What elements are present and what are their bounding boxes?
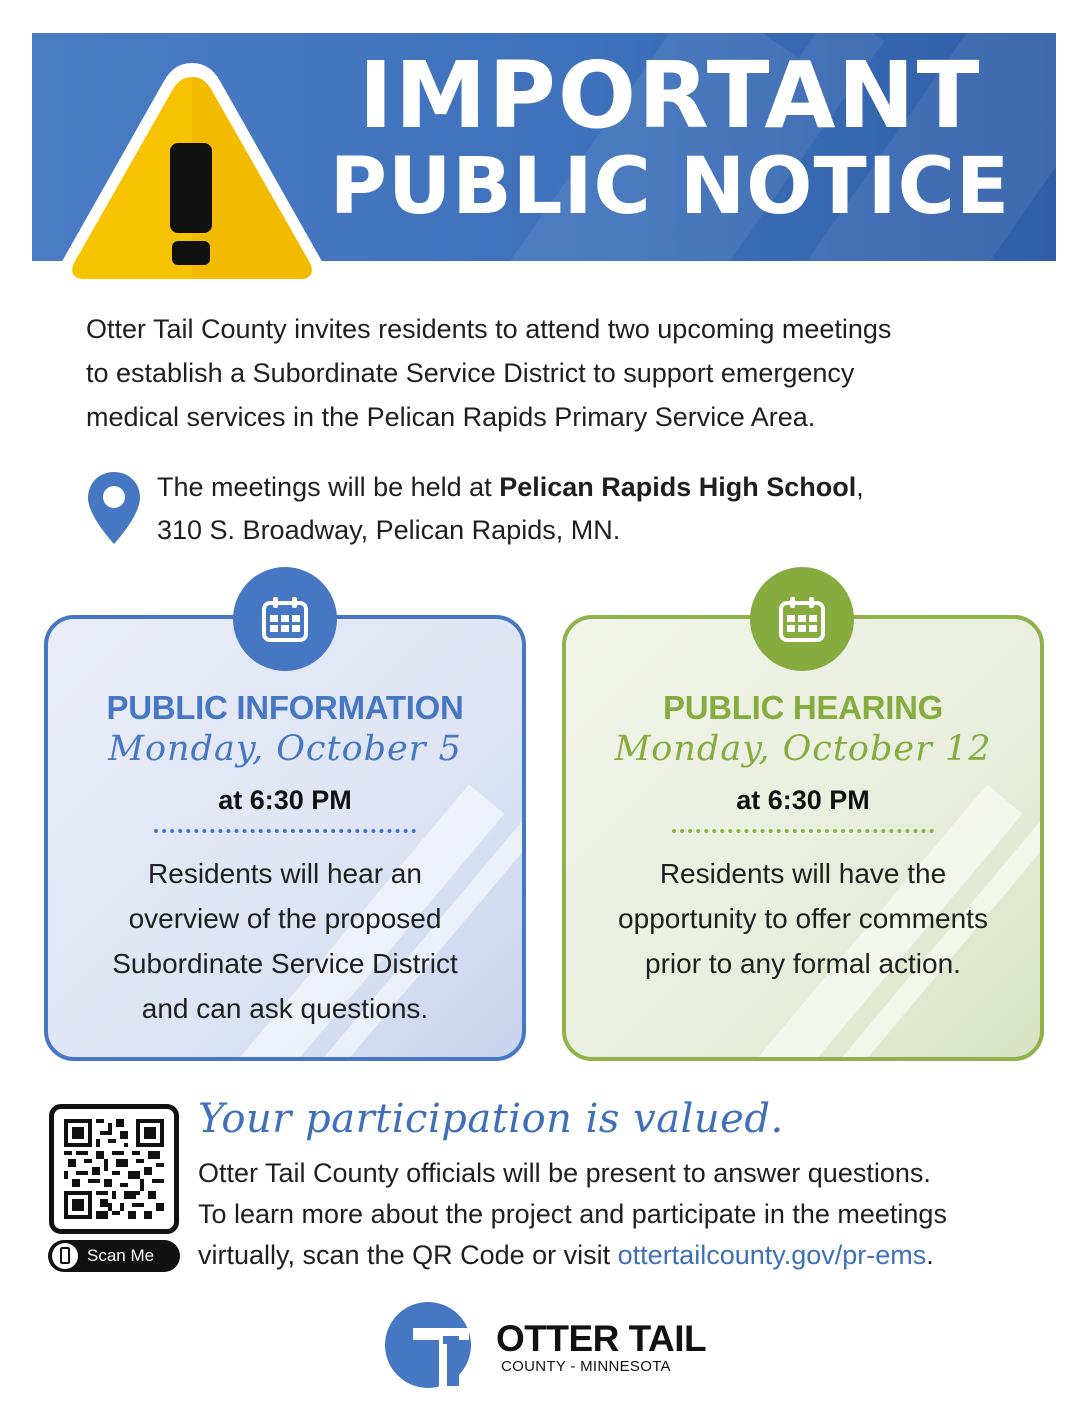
dotted-divider [672,829,934,833]
event-card-public-hearing [562,615,1044,1061]
location-suffix: , [856,472,864,502]
description-line: prior to any formal action. [645,948,961,979]
description-line: Subordinate Service District [112,948,458,979]
event-heading: PUBLIC HEARING [663,689,943,726]
event-date: Monday, October 12 [614,729,992,769]
event-description [78,851,492,1031]
participation-text [198,1153,1068,1276]
otter-tail-logo-mark [383,1300,475,1390]
calendar-badge [750,567,854,671]
event-date: Monday, October 5 [108,729,462,769]
intro-line: Otter Tail County invites residents to attend two upcoming meetings [86,314,892,344]
intro-line: to establish a Subordinate Service District to support emergency [86,358,855,388]
closing-line: Otter Tail County officials will be present to answer questions. [198,1158,931,1188]
event-card-public-information [44,615,526,1061]
calendar-icon [260,594,310,644]
project-link[interactable]: ottertailcounty.gov/pr-ems [617,1240,927,1270]
venue-address: 310 S. Broadway, Pelican Rapids, MN. [157,515,621,545]
venue-name: Pelican Rapids High School [499,472,857,502]
dotted-divider [154,829,416,833]
title-line-1: IMPORTANT [358,42,982,149]
event-heading: PUBLIC INFORMATION [106,689,464,726]
qr-code-icon [64,1119,164,1219]
description-line: overview of the proposed [128,903,442,934]
description-line: and can ask questions. [141,993,429,1024]
description-line: opportunity to offer comments [618,903,988,934]
page-title [290,42,1050,232]
phone-icon [52,1243,78,1269]
description-line: Residents will hear an [148,858,422,889]
location-block [86,466,986,556]
qr-code[interactable] [49,1104,179,1234]
intro-paragraph [86,307,1026,439]
warning-triangle-icon [52,55,332,300]
event-description [596,851,1010,986]
description-line: Residents will have the [659,858,947,889]
scan-me-label: Scan Me [87,1246,155,1265]
closing-suffix: . [926,1240,934,1270]
logo-subtitle: COUNTY - MINNESOTA [501,1358,671,1375]
closing-line: To learn more about the project and participate in the meetings [198,1199,947,1229]
calendar-icon [777,594,827,644]
event-time: at 6:30 PM [736,785,870,815]
location-prefix: The meetings will be held at [157,472,500,502]
participation-tagline: Your participation is valued. [198,1096,784,1142]
location-pin-icon [86,470,142,546]
logo-name: OTTER TAIL [496,1318,707,1359]
location-text [157,466,864,552]
intro-line: medical services in the Pelican Rapids Primary Service Area. [86,402,816,432]
calendar-badge [233,567,337,671]
event-time: at 6:30 PM [218,785,352,815]
title-line-2: PUBLIC NOTICE [329,142,1011,232]
scan-me-pill[interactable] [48,1240,180,1272]
closing-prefix: virtually, scan the QR Code or visit [198,1240,618,1270]
closing-line [198,1235,1068,1276]
county-logo [383,1300,723,1390]
